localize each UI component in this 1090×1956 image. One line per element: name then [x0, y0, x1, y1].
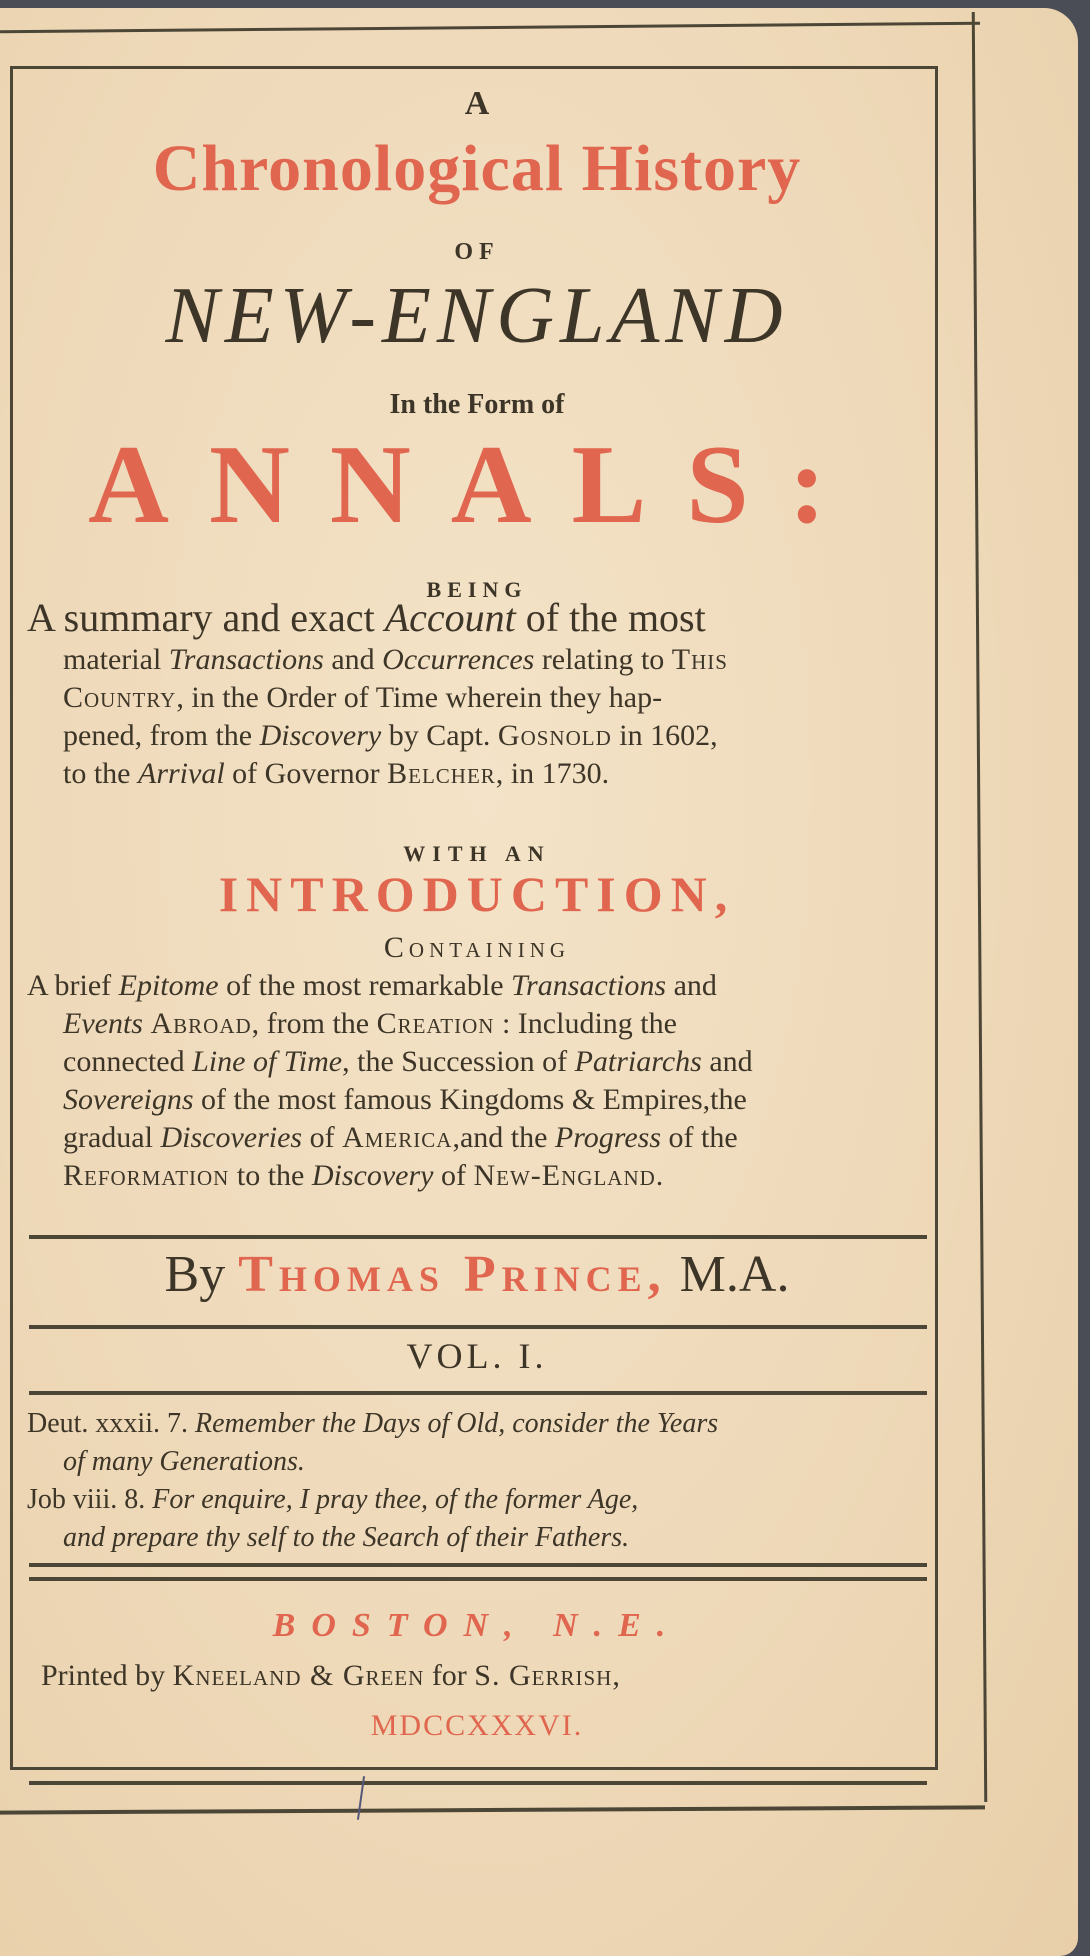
text-italic: Transactions: [168, 643, 324, 676]
text: A brief: [27, 969, 119, 1002]
text: in 1602,: [611, 719, 718, 752]
title-of: OF: [454, 239, 500, 265]
text: and: [666, 969, 717, 1002]
text-smallcaps: America: [342, 1121, 453, 1154]
text-italic: Account: [384, 595, 516, 640]
author-line: [13, 1245, 941, 1304]
outer-rule-top: [0, 22, 980, 34]
text: gradual: [63, 1121, 161, 1154]
summary-paragraph: [27, 595, 922, 793]
text: pened, from the: [63, 719, 260, 752]
epigraph-text: For enquire, I pray thee, of the former Age,: [152, 1484, 639, 1515]
being-label: BEING: [426, 577, 528, 602]
divider-rule: [29, 1235, 927, 1239]
text: ,: [612, 1659, 620, 1692]
text-smallcaps: Reformation: [63, 1159, 230, 1192]
text: relating to: [534, 643, 672, 676]
text-smallcaps: Country: [63, 681, 177, 714]
annals-heading: ANNALS:: [88, 423, 866, 547]
text-italic: Transactions: [511, 969, 667, 1002]
text: .: [655, 1159, 664, 1192]
text: , the Succession of: [342, 1045, 575, 1078]
text: material: [63, 643, 169, 676]
text: of the most: [515, 595, 706, 640]
bookseller-name: S. Gerrish: [474, 1659, 613, 1692]
text: and: [323, 643, 383, 676]
with-an-label: WITH AN: [403, 841, 551, 866]
text-smallcaps: Abroad: [150, 1007, 252, 1040]
epigraph-text: and prepare thy self to the Search of their Fathers.: [63, 1522, 630, 1553]
epigraph-reference: Job viii. 8.: [27, 1484, 146, 1515]
text-italic: Discovery: [259, 719, 382, 752]
text: , from the: [251, 1007, 377, 1040]
text-italic: Line of Time: [192, 1045, 343, 1078]
text: of: [302, 1121, 343, 1154]
outer-rule-bottom: [0, 1805, 985, 1814]
text: to the: [63, 757, 138, 790]
divider-rule: [29, 1391, 927, 1395]
text-italic: Patriarchs: [574, 1045, 702, 1078]
text: by Capt.: [381, 719, 498, 752]
text-smallcaps: Gosnold: [497, 719, 612, 752]
text: A summary and exact: [27, 595, 385, 640]
text-smallcaps: Belcher: [387, 757, 496, 790]
text: : Including the: [494, 1007, 677, 1040]
text-italic: Progress: [554, 1121, 662, 1154]
epigraphs: [27, 1405, 922, 1557]
text: of: [433, 1159, 474, 1192]
by-label: By: [164, 1246, 226, 1303]
divider-rule: [29, 1577, 927, 1581]
epigraph-text: of many Generations.: [63, 1446, 305, 1477]
divider-rule: [29, 1325, 927, 1329]
outer-rule-right: [972, 12, 987, 1802]
text: to the: [229, 1159, 312, 1192]
form-line: In the Form of: [389, 389, 565, 420]
text-smallcaps: New-England: [473, 1159, 656, 1192]
text: ,and the: [452, 1121, 555, 1154]
author-degree: M.A.: [679, 1246, 790, 1303]
volume-label: VOL. I.: [406, 1336, 548, 1376]
title-article: A: [464, 85, 490, 122]
divider-rule: [29, 1781, 927, 1785]
text-italic: Arrival: [138, 757, 225, 790]
text-italic: Epitome: [118, 969, 219, 1002]
text-italic: Discoveries: [160, 1121, 303, 1154]
introduction-paragraph: [27, 967, 922, 1195]
text: of the most famous Kingdoms & Empires,the: [193, 1083, 747, 1116]
imprint-place: BOSTON, N.E.: [272, 1607, 682, 1644]
author-name: Thomas Prince,: [238, 1246, 667, 1303]
text: of the: [661, 1121, 738, 1154]
text: of the most remarkable: [218, 969, 512, 1002]
text: for: [424, 1659, 475, 1692]
text: of Governor: [224, 757, 388, 790]
text-italic: Discovery: [311, 1159, 434, 1192]
printer-line: [13, 1659, 941, 1693]
title-frame: [10, 66, 938, 1770]
text-italic: Events: [63, 1007, 143, 1040]
text-italic: Sovereigns: [63, 1083, 194, 1116]
text: , in the Order of Time wherein they hap-: [176, 681, 663, 714]
text-italic: Occurrences: [382, 643, 535, 676]
title-page: [0, 8, 1078, 1956]
text: , in 1730.: [495, 757, 610, 790]
text-smallcaps: This: [671, 643, 728, 676]
epigraph-reference: Deut. xxxii. 7.: [27, 1408, 188, 1439]
text: connected: [63, 1045, 193, 1078]
printer-name: Kneeland & Green: [172, 1659, 425, 1692]
introduction-heading: INTRODUCTION,: [218, 866, 736, 922]
text: Printed by: [41, 1659, 173, 1692]
text: and: [701, 1045, 753, 1078]
title-place: NEW-ENGLAND: [165, 272, 789, 360]
title-red: Chronological History: [152, 132, 802, 205]
text-smallcaps: Creation: [376, 1007, 495, 1040]
epigraph-text: Remember the Days of Old, consider the Years: [195, 1408, 719, 1439]
containing-label: Containing: [383, 931, 571, 964]
imprint-date: MDCCXXXVI.: [370, 1709, 584, 1742]
divider-rule: [29, 1563, 927, 1567]
